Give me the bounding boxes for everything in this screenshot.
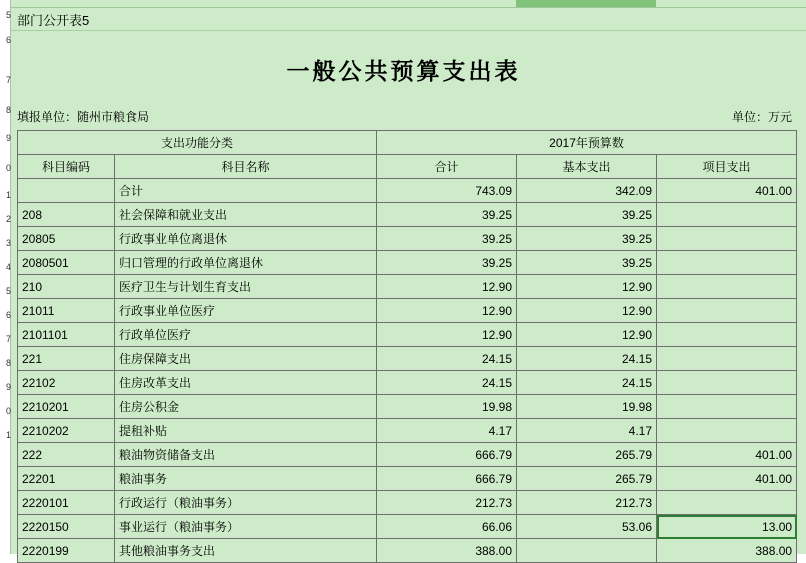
row-number: 7 [5,334,11,344]
group-header-function-class: 支出功能分类 [18,131,377,155]
cell-total[interactable]: 666.79 [377,443,517,467]
row-number: 7 [5,75,11,85]
cell-code[interactable]: 2080501 [18,251,115,275]
table-row[interactable] [18,491,797,515]
cell-code[interactable]: 22201 [18,467,115,491]
cell-project[interactable] [657,299,797,323]
row-number: 8 [5,358,11,368]
row-number: 9 [5,133,11,143]
cell-code[interactable]: 2220101 [18,491,115,515]
cell-project[interactable] [657,347,797,371]
cell-code[interactable]: 21011 [18,299,115,323]
cell-name[interactable]: 行政事业单位离退休 [115,227,377,251]
table-row[interactable] [18,251,797,275]
cell-total[interactable]: 4.17 [377,419,517,443]
cell-total[interactable]: 12.90 [377,275,517,299]
cell-project[interactable]: 401.00 [657,443,797,467]
cell-basic[interactable]: 24.15 [517,347,657,371]
cell-project[interactable]: 401.00 [657,467,797,491]
cell-basic[interactable]: 4.17 [517,419,657,443]
selected-column-marker [516,0,656,7]
cell-name[interactable]: 医疗卫生与计划生育支出 [115,275,377,299]
cell-basic[interactable]: 12.90 [517,299,657,323]
row-number: 3 [5,238,11,248]
cell-name[interactable]: 住房保障支出 [115,347,377,371]
row-number: 6 [5,310,11,320]
table-row[interactable] [18,299,797,323]
cell-total[interactable]: 743.09 [377,179,517,203]
row-number: 0 [5,163,11,173]
cell-total[interactable]: 666.79 [377,467,517,491]
row-number: 1 [5,190,11,200]
filler-unit-label: 填报单位：随州市粮食局 [17,110,150,124]
cell-code[interactable]: 221 [18,347,115,371]
cell-total[interactable]: 24.15 [377,371,517,395]
cell-code[interactable]: 2220150 [18,515,115,539]
column-header-code: 科目编码 [18,155,115,179]
cell-basic[interactable]: 19.98 [517,395,657,419]
group-header-budget-year: 2017年预算数 [377,131,797,155]
cell-name[interactable]: 住房改革支出 [115,371,377,395]
cell-code[interactable]: 2101101 [18,323,115,347]
cell-project[interactable] [657,491,797,515]
cell-name[interactable]: 事业运行（粮油事务） [115,515,377,539]
cell-total[interactable]: 39.25 [377,227,517,251]
cell-basic[interactable]: 342.09 [517,179,657,203]
cell-code[interactable]: 22102 [18,371,115,395]
row-number: 5 [5,286,11,296]
cell-basic[interactable]: 265.79 [517,443,657,467]
table-row[interactable] [18,179,797,203]
table-row[interactable] [18,323,797,347]
column-header-strip[interactable] [11,0,806,8]
cell-total[interactable]: 39.25 [377,251,517,275]
column-header-name: 科目名称 [115,155,377,179]
cell-name[interactable]: 其他粮油事务支出 [115,539,377,563]
table-row[interactable] [18,347,797,371]
table-row[interactable] [18,227,797,251]
cell-basic[interactable]: 12.90 [517,275,657,299]
row-number: 1 [5,430,11,440]
cell-code[interactable]: 2220199 [18,539,115,563]
table-row[interactable] [18,275,797,299]
cell-total[interactable]: 12.90 [377,299,517,323]
table-row[interactable] [18,467,797,491]
table-group-header-row [18,131,797,155]
cell-project[interactable]: 13.00 [657,515,797,539]
cell-name[interactable]: 提租补贴 [115,419,377,443]
cell-name[interactable]: 合计 [115,179,377,203]
sheet-content [11,8,806,558]
cell-total[interactable]: 24.15 [377,347,517,371]
cell-basic[interactable] [517,539,657,563]
table-row[interactable] [18,395,797,419]
cell-total[interactable]: 212.73 [377,491,517,515]
cell-total[interactable]: 19.98 [377,395,517,419]
sheet-tab-label: 部门公开表5 [17,13,90,28]
cell-name[interactable]: 粮油事务 [115,467,377,491]
cell-basic[interactable]: 12.90 [517,323,657,347]
cell-name[interactable]: 归口管理的行政单位离退休 [115,251,377,275]
column-header-basic: 基本支出 [517,155,657,179]
table-row[interactable] [18,539,797,563]
row-number: 6 [5,35,11,45]
cell-name[interactable]: 行政单位医疗 [115,323,377,347]
cell-code[interactable]: 222 [18,443,115,467]
cell-basic[interactable]: 212.73 [517,491,657,515]
cell-basic[interactable]: 24.15 [517,371,657,395]
column-header-project: 项目支出 [657,155,797,179]
cell-name[interactable]: 住房公积金 [115,395,377,419]
cell-project[interactable] [657,419,797,443]
cell-basic[interactable]: 39.25 [517,251,657,275]
row-number-gutter [0,0,11,554]
cell-code[interactable]: 2210202 [18,419,115,443]
cell-basic[interactable]: 39.25 [517,227,657,251]
cell-project[interactable] [657,251,797,275]
cell-code[interactable]: 208 [18,203,115,227]
amount-unit-label: 单位：万元 [731,110,792,124]
header-divider [11,30,806,31]
cell-basic[interactable]: 53.06 [517,515,657,539]
budget-table [17,130,797,563]
row-number: 4 [5,262,11,272]
row-number: 9 [5,382,11,392]
cell-project[interactable] [657,395,797,419]
row-number: 5 [5,10,11,20]
table-row[interactable] [18,515,797,539]
table-row[interactable] [18,203,797,227]
cell-total[interactable]: 388.00 [377,539,517,563]
row-number: 2 [5,214,11,224]
cell-basic[interactable]: 265.79 [517,467,657,491]
cell-project[interactable]: 401.00 [657,179,797,203]
cell-code[interactable]: 210 [18,275,115,299]
cell-code[interactable]: 20805 [18,227,115,251]
cell-project[interactable] [657,323,797,347]
table-column-header-row [18,155,797,179]
cell-basic[interactable]: 39.25 [517,203,657,227]
cell-project[interactable] [657,227,797,251]
row-number: 8 [5,105,11,115]
cell-name[interactable]: 行政事业单位医疗 [115,299,377,323]
table-row[interactable] [18,419,797,443]
column-header-total: 合计 [377,155,517,179]
cell-project[interactable] [657,203,797,227]
cell-total[interactable]: 12.90 [377,323,517,347]
table-row[interactable] [18,371,797,395]
cell-total[interactable]: 66.06 [377,515,517,539]
page-title: 一般公共预算支出表 [286,59,521,85]
cell-project[interactable] [657,275,797,299]
cell-project[interactable] [657,371,797,395]
cell-code[interactable]: 2210201 [18,395,115,419]
cell-total[interactable]: 39.25 [377,203,517,227]
cell-name[interactable]: 粮油物资储备支出 [115,443,377,467]
cell-project[interactable]: 388.00 [657,539,797,563]
table-body [18,179,797,563]
table-row[interactable] [18,443,797,467]
cell-name[interactable]: 行政运行（粮油事务） [115,491,377,515]
row-number: 0 [5,406,11,416]
cell-name[interactable]: 社会保障和就业支出 [115,203,377,227]
cell-code[interactable] [18,179,115,203]
